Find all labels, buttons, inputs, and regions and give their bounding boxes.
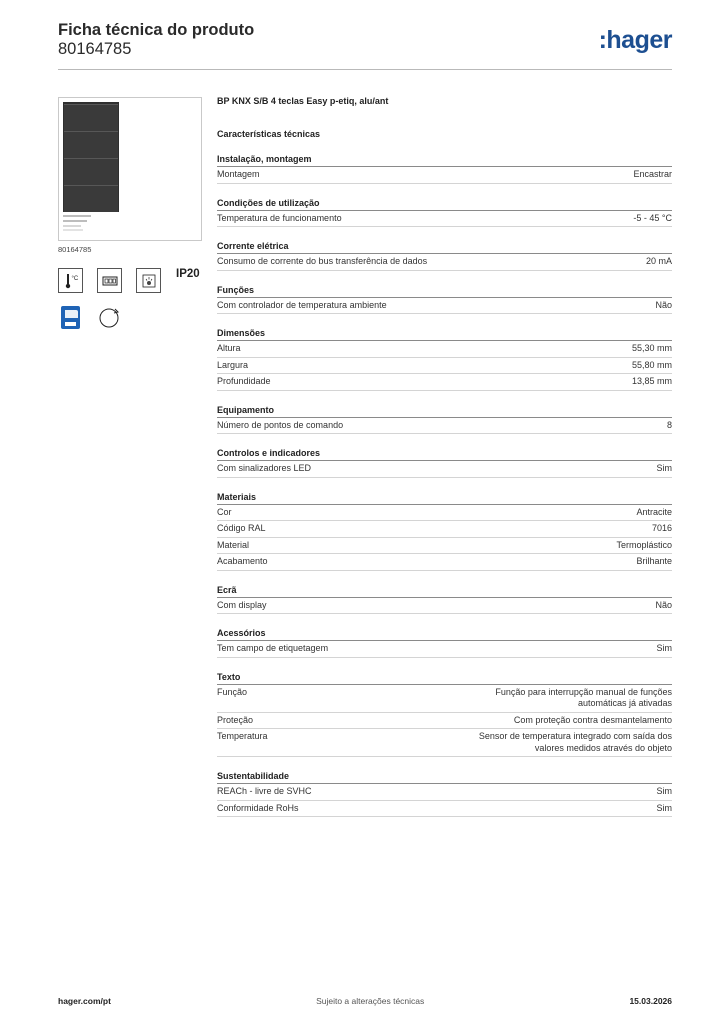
- spec-section: [217, 328, 672, 391]
- spec-section: [217, 405, 672, 435]
- spec-value: Sim: [656, 643, 672, 653]
- specifications-column: [217, 96, 672, 817]
- spec-key: Cor: [217, 506, 232, 517]
- spec-value: Sim: [656, 802, 672, 813]
- spec-section-title: Controlos e indicadores: [217, 448, 672, 461]
- product-image-column: [58, 97, 202, 338]
- spec-value: Sim: [656, 463, 672, 473]
- ip-rating-badge: IP20: [176, 268, 200, 280]
- header-divider: [58, 69, 672, 70]
- spec-key: Número de pontos de comando: [217, 419, 344, 430]
- spec-row: [217, 685, 672, 713]
- spec-value: Sensor de temperatura integrado com saída dos valores medidos através do objeto: [478, 731, 672, 753]
- spec-value: 55,30 mm: [631, 343, 672, 353]
- spec-key: Com display: [217, 599, 267, 610]
- spec-key: Altura: [217, 343, 241, 353]
- footer-website: hager.com/pt: [58, 996, 111, 1006]
- spec-key: Acabamento: [217, 556, 268, 566]
- spec-row: [217, 713, 672, 730]
- spec-row: [217, 298, 672, 315]
- spec-row: [217, 729, 672, 757]
- hager-logo: :hager: [598, 26, 672, 54]
- led-indicator-icon: [136, 268, 161, 293]
- spec-section-title: Condições de utilização: [217, 198, 672, 211]
- spec-value: Antracite: [636, 506, 672, 517]
- spec-row: [217, 358, 672, 375]
- spec-section: [217, 585, 672, 615]
- spec-value: Não: [655, 599, 672, 610]
- page-header: [58, 20, 672, 59]
- spec-key: Profundidade: [217, 376, 271, 386]
- svg-text:°C: °C: [71, 275, 78, 282]
- spec-value: -5 - 45 °C: [633, 212, 672, 223]
- spec-row: [217, 418, 672, 435]
- spec-section-title: Sustentabilidade: [217, 771, 672, 784]
- page-footer: [58, 996, 672, 1006]
- spec-row: [217, 211, 672, 228]
- product-image: [58, 97, 202, 241]
- spec-row: [217, 538, 672, 555]
- footer-disclaimer: Sujeito a alterações técnicas: [316, 996, 425, 1006]
- spec-key: Temperatura: [217, 731, 268, 741]
- spec-section: [217, 448, 672, 478]
- ral-color-icon: [58, 305, 83, 330]
- spec-row: [217, 505, 672, 522]
- spec-section-title: Materiais: [217, 492, 672, 505]
- spec-section-title: Equipamento: [217, 405, 672, 418]
- spec-key: REACh - livre de SVHC: [217, 786, 312, 796]
- spec-section-title: Corrente elétrica: [217, 241, 672, 254]
- spec-value: 55,80 mm: [631, 359, 672, 370]
- spec-row: [217, 801, 672, 818]
- spec-value: Sim: [656, 786, 672, 796]
- spec-value: 13,85 mm: [631, 376, 672, 386]
- spec-key: Código RAL: [217, 523, 266, 533]
- spec-value: Não: [655, 299, 672, 310]
- spec-section: [217, 771, 672, 817]
- spec-section-title: Dimensões: [217, 328, 672, 341]
- image-caption: 80164785: [58, 245, 92, 254]
- spec-key: Função: [217, 686, 248, 697]
- spec-section: [217, 154, 672, 184]
- technical-characteristics-title: Características técnicas: [217, 129, 321, 139]
- spec-row: [217, 784, 672, 801]
- spec-section-title: Acessórios: [217, 628, 672, 641]
- spec-row: [217, 341, 672, 358]
- spec-key: Conformidade RoHs: [217, 802, 299, 813]
- spec-value: 8: [666, 419, 672, 430]
- feature-icons: [58, 258, 202, 338]
- spec-key: Tem campo de etiquetagem: [217, 643, 329, 653]
- keypad-icon: [97, 268, 122, 293]
- spec-section-title: Instalação, montagem: [217, 154, 672, 167]
- spec-value: Termoplástico: [616, 539, 672, 550]
- temperature-sensor-icon: [58, 268, 83, 293]
- push-button-plate: [63, 102, 119, 212]
- spec-key: Proteção: [217, 714, 254, 725]
- spec-row: [217, 254, 672, 271]
- spec-value: 7016: [651, 523, 672, 533]
- spec-section: [217, 198, 672, 228]
- spec-row: [217, 521, 672, 538]
- spec-section: [217, 492, 672, 571]
- spec-section: [217, 672, 672, 758]
- spec-row: [217, 167, 672, 184]
- spec-row: [217, 641, 672, 658]
- document-title: Ficha técnica do produto: [58, 21, 255, 39]
- spec-value: Função para interrupção manual de funções automáticas já ativadas: [495, 686, 672, 708]
- spec-key: Montagem: [217, 169, 260, 179]
- spec-row: [217, 374, 672, 391]
- spec-section: [217, 285, 672, 315]
- spec-section: [217, 628, 672, 658]
- spec-key: Com controlador de temperatura ambiente: [217, 299, 387, 310]
- spec-row: [217, 461, 672, 478]
- document-number: 80164785: [58, 40, 132, 58]
- spec-value: Encastrar: [633, 169, 672, 179]
- footer-date: 15.03.2026: [629, 996, 672, 1006]
- spec-section-title: Texto: [217, 672, 672, 685]
- rotation-icon: [97, 305, 122, 330]
- spec-key: Com sinalizadores LED: [217, 463, 312, 473]
- spec-row: [217, 554, 672, 571]
- spec-row: [217, 598, 672, 615]
- spec-value: Com proteção contra desmantelamento: [513, 714, 672, 725]
- spec-value: 20 mA: [645, 256, 672, 266]
- spec-section-title: Ecrã: [217, 585, 672, 598]
- spec-key: Material: [217, 539, 250, 550]
- spec-key: Consumo de corrente do bus transferência de dados: [217, 256, 428, 266]
- spec-sections: [217, 154, 672, 817]
- spec-section: [217, 241, 672, 271]
- spec-value: Brilhante: [636, 556, 672, 566]
- product-name: BP KNX S/B 4 teclas Easy p-etiq, alu/ant: [217, 96, 389, 106]
- spec-key: Largura: [217, 359, 249, 370]
- spec-section-title: Funções: [217, 285, 672, 298]
- spec-key: Temperatura de funcionamento: [217, 212, 342, 223]
